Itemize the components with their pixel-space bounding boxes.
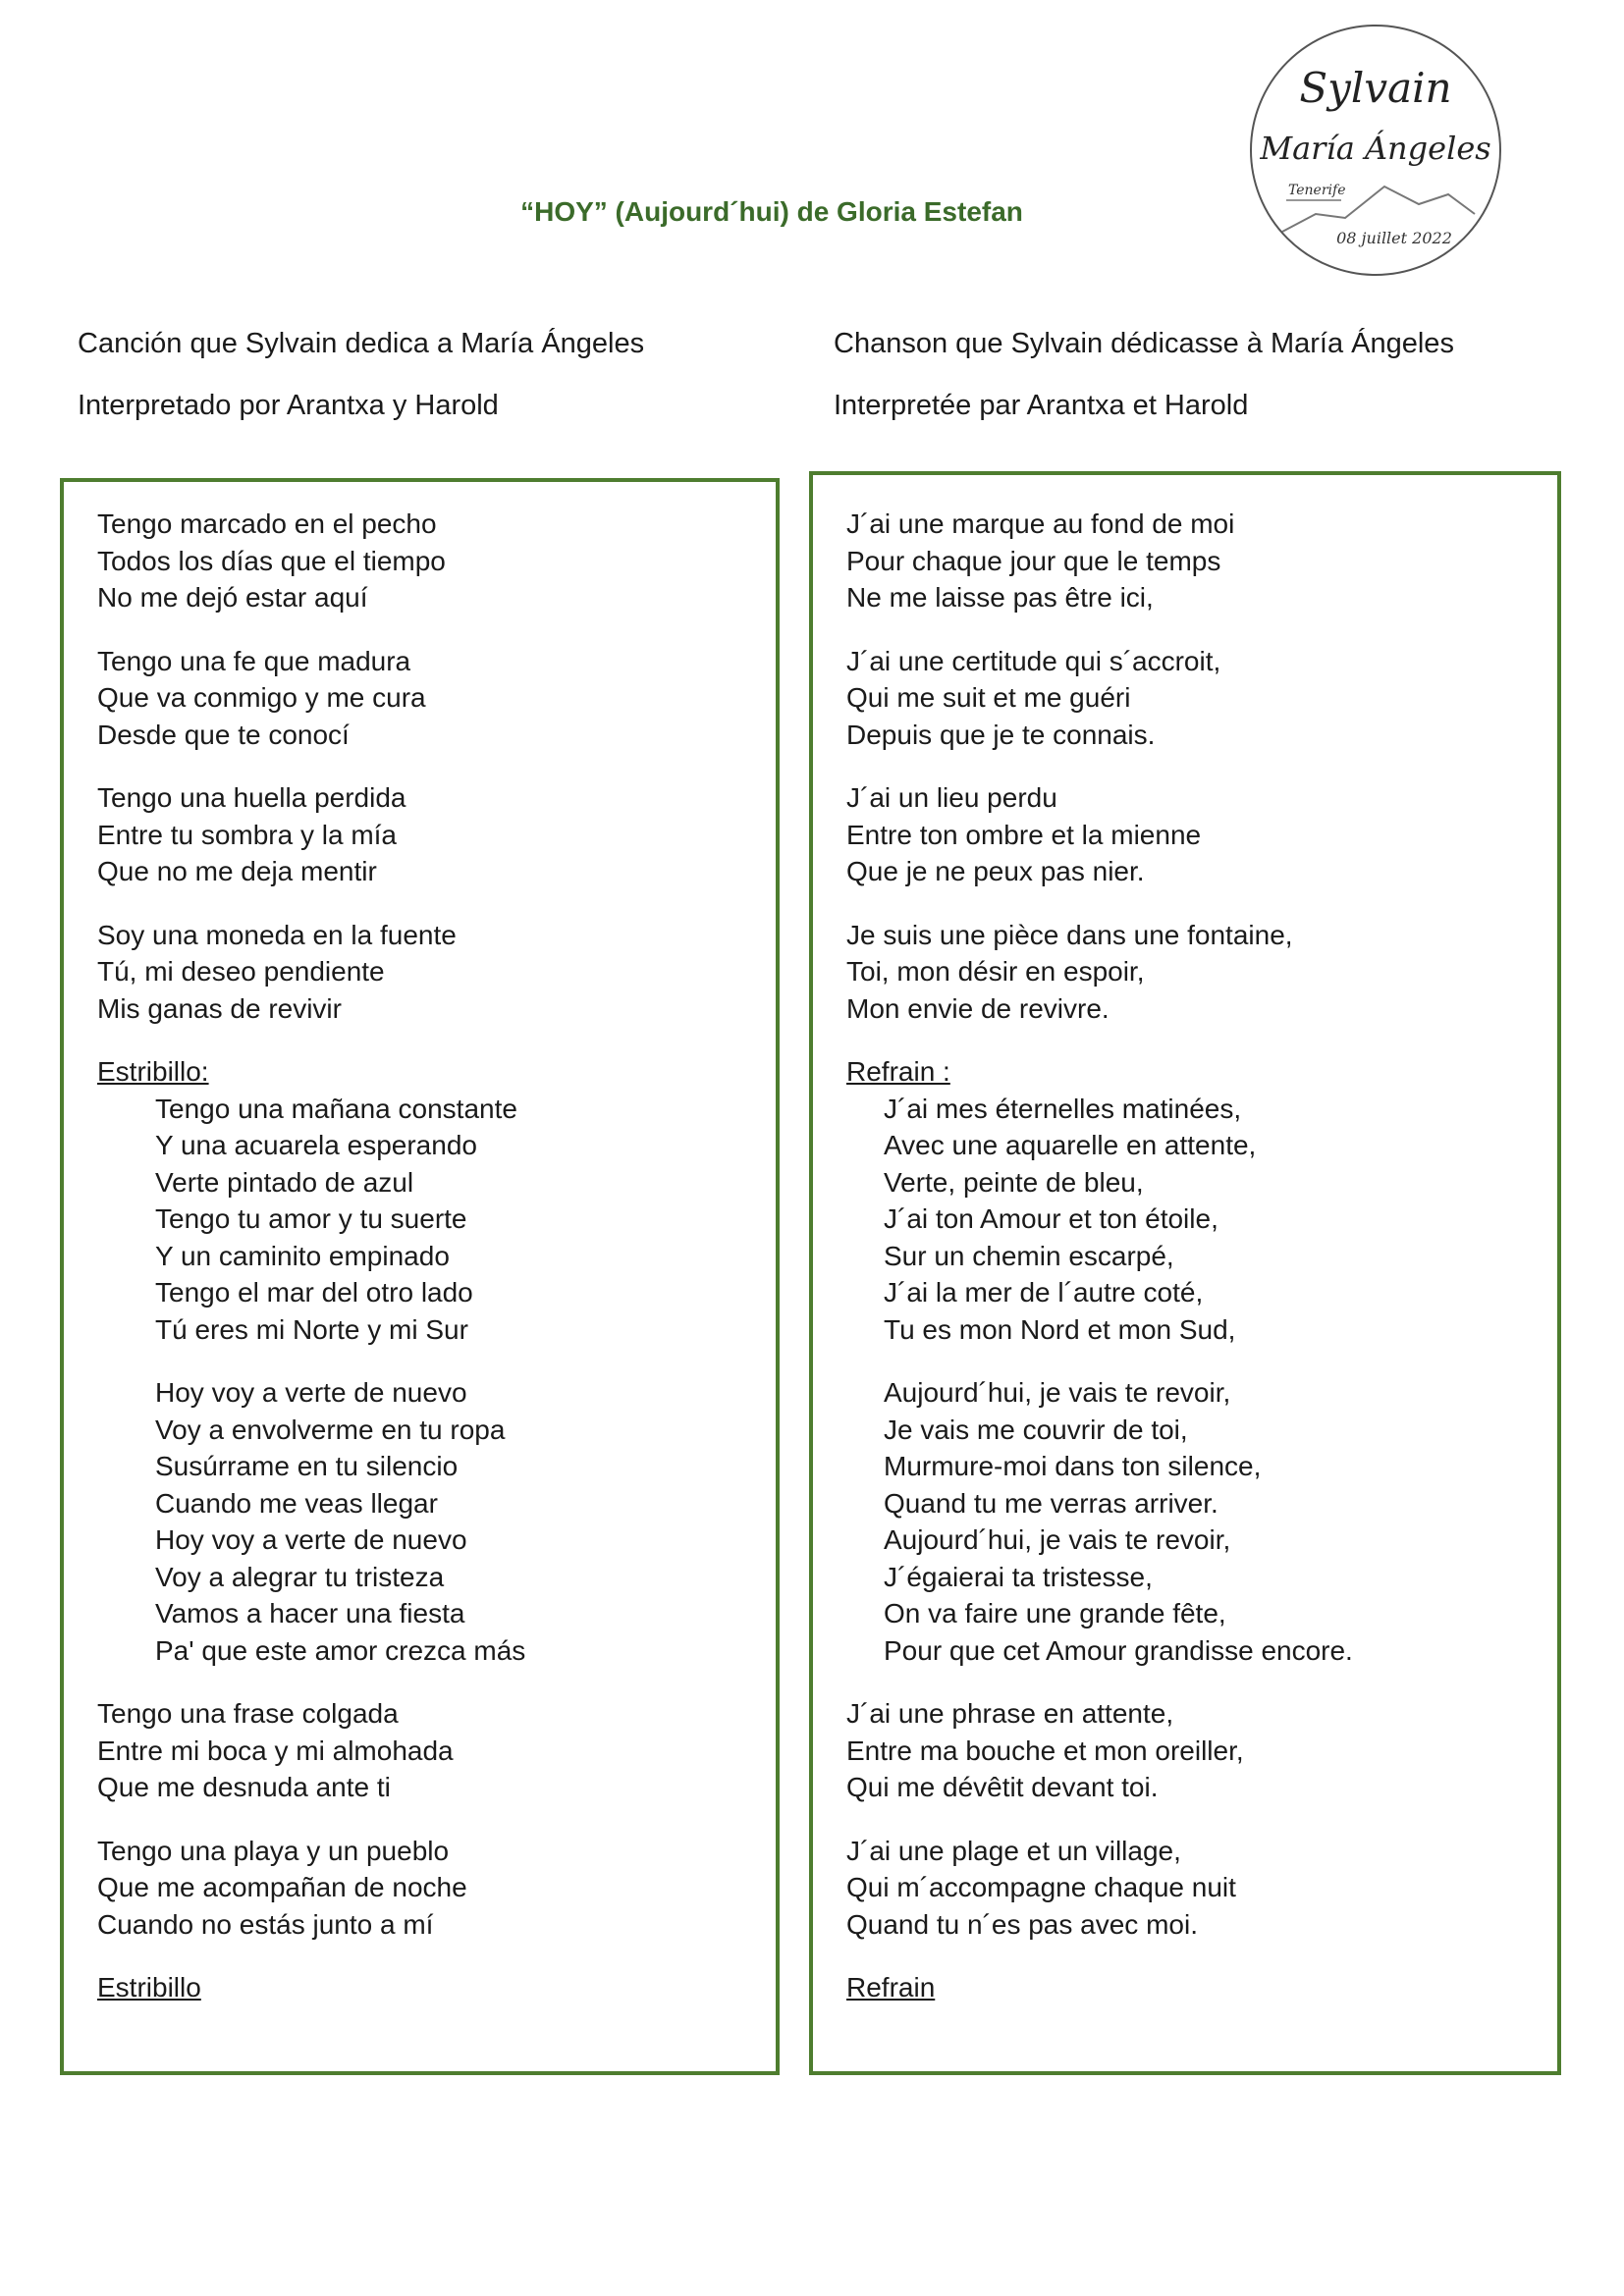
lyric-line: Tengo marcado en el pecho [97, 508, 437, 539]
lyric-line: Que no me deja mentir [97, 856, 377, 886]
lyric-line: Y una acuarela esperando [155, 1130, 477, 1160]
lyric-line: Je suis une pièce dans une fontaine, [846, 919, 1293, 950]
lyric-line: Hoy voy a verte de nuevo [155, 1377, 467, 1408]
lyric-line: Que me desnuda ante ti [97, 1772, 391, 1802]
lyric-line: J´ai mes éternelles matinées, [884, 1093, 1242, 1124]
svg-text:María Ángeles: María Ángeles [1260, 130, 1491, 167]
lyric-line: Je vais me couvrir de toi, [884, 1414, 1188, 1445]
lyric-line: Quand tu n´es pas avec moi. [846, 1908, 1198, 1940]
lyric-line: Tú eres mi Norte y mi Sur [155, 1313, 468, 1345]
lyric-line: Murmure-moi dans ton silence, [884, 1451, 1262, 1481]
verse-2 [97, 643, 525, 754]
chorus-label: Estribillo: [97, 1056, 209, 1087]
song-title: “HOY” (Aujourd´hui) de Gloria Estefan [520, 196, 1023, 227]
lyric-line: Entre mi boca y mi almohada [97, 1735, 454, 1766]
lyric-line: Ne me laisse pas être ici, [846, 582, 1154, 613]
verse-4 [846, 917, 1353, 1028]
lyric-line: Mis ganas de revivir [97, 992, 342, 1024]
lyric-line: Sur un chemin escarpé, [884, 1240, 1174, 1271]
verse-5 [846, 1695, 1353, 1806]
lyric-line: Que me acompañan de noche [97, 1872, 467, 1902]
svg-text:Tenerife: Tenerife [1288, 183, 1346, 198]
verse-6 [846, 1833, 1353, 1944]
lyric-line: Tu es mon Nord et mon Sud, [884, 1313, 1236, 1345]
lyric-line: Mon envie de revivre. [846, 992, 1110, 1024]
verse-1 [97, 506, 525, 616]
chorus-part-1 [846, 1053, 1353, 1348]
spanish-lyrics [97, 506, 525, 2033]
lyric-line: Soy una moneda en la fuente [97, 919, 457, 950]
lyric-line: Tengo una playa y un pueblo [97, 1835, 450, 1866]
lyric-line: Tengo una fe que madura [97, 645, 411, 676]
lyric-line: J´ai une marque au fond de moi [846, 508, 1235, 539]
lyric-line: J´ai ton Amour et ton étoile, [884, 1203, 1218, 1234]
chorus-repeat-label: Estribillo [97, 1972, 201, 2002]
lyric-line: Tengo el mar del otro lado [155, 1277, 473, 1308]
lyric-line: J´ai une plage et un village, [846, 1835, 1181, 1866]
french-lyrics [846, 506, 1353, 2033]
lyric-line: J´ai une phrase en attente, [846, 1698, 1174, 1729]
spanish-lyrics-box [60, 478, 780, 2075]
lyric-line: Pour que cet Amour grandisse encore. [884, 1634, 1353, 1666]
lyric-line: On va faire une grande fête, [884, 1598, 1226, 1629]
lyric-line: Voy a envolverme en tu ropa [155, 1414, 506, 1445]
lyric-line: Verte, peinte de bleu, [884, 1166, 1144, 1198]
performers-es: Interpretado por Arantxa y Harold [78, 390, 499, 421]
lyric-line: Entre tu sombra y la mía [97, 819, 398, 850]
lyric-line: Tengo una mañana constante [155, 1093, 517, 1124]
lyric-line: Tengo una frase colgada [97, 1698, 399, 1729]
lyric-line: J´ai une certitude qui s´accroit, [846, 645, 1221, 676]
lyric-line: Aujourd´hui, je vais te revoir, [884, 1524, 1231, 1555]
verse-1 [846, 506, 1353, 616]
lyric-line: Qui me dévêtit devant toi. [846, 1772, 1159, 1802]
lyric-line: Pour chaque jour que le temps [846, 545, 1221, 576]
lyric-line: Hoy voy a verte de nuevo [155, 1524, 467, 1555]
lyric-line: Voy a alegrar tu tristeza [155, 1561, 445, 1592]
lyric-line: Todos los días que el tiempo [97, 545, 446, 576]
lyric-line: Qui me suit et me guéri [846, 682, 1131, 713]
lyric-line: Verte pintado de azul [155, 1166, 414, 1198]
verse-3 [846, 779, 1353, 890]
verse-2 [846, 643, 1353, 754]
svg-text:Sylvain: Sylvain [1299, 64, 1452, 112]
lyric-line: Vamos a hacer una fiesta [155, 1598, 465, 1629]
lyric-line: Entre ma bouche et mon oreiller, [846, 1735, 1244, 1766]
lyric-line: Tengo una huella perdida [97, 782, 406, 813]
verse-3 [97, 779, 525, 890]
lyric-line: Aujourd´hui, je vais te revoir, [884, 1377, 1231, 1408]
dedication-es: Canción que Sylvain dedica a María Ángeles [78, 328, 645, 359]
lyric-line: Desde que te conocí [97, 719, 350, 750]
lyric-line: Susúrrame en tu silencio [155, 1451, 459, 1481]
lyric-line: Cuando me veas llegar [155, 1487, 438, 1519]
lyric-line: Pa' que este amor crezca más [155, 1634, 526, 1666]
verse-6 [97, 1833, 525, 1944]
lyric-line: No me dejó estar aquí [97, 582, 368, 613]
chorus-part-2 [97, 1374, 525, 1669]
lyric-line: Tú, mi deseo pendiente [97, 956, 385, 987]
lyric-line: Avec une aquarelle en attente, [884, 1130, 1257, 1160]
chorus-reference [846, 1969, 1353, 2006]
lyric-line: J´ai la mer de l´autre coté, [884, 1277, 1204, 1308]
chorus-part-1 [97, 1053, 525, 1348]
verse-5 [97, 1695, 525, 1806]
lyric-line: J´égaierai ta tristesse, [884, 1561, 1153, 1592]
performers-fr: Interpretée par Arantxa et Harold [834, 390, 1249, 421]
logo-seal [1247, 22, 1504, 279]
lyric-line: Que va conmigo y me cura [97, 682, 426, 713]
lyric-line: Qui m´accompagne chaque nuit [846, 1872, 1236, 1902]
lyric-line: Quand tu me verras arriver. [884, 1487, 1218, 1519]
verse-4 [97, 917, 525, 1028]
svg-text:08 juillet 2022: 08 juillet 2022 [1336, 229, 1452, 247]
french-lyrics-box [809, 471, 1561, 2075]
chorus-repeat-label: Refrain [846, 1972, 936, 2002]
lyric-line: Que je ne peux pas nier. [846, 856, 1145, 886]
lyric-line: Y un caminito empinado [155, 1240, 450, 1271]
chorus-label: Refrain : [846, 1056, 950, 1087]
chorus-reference [97, 1969, 525, 2006]
dedication-fr: Chanson que Sylvain dédicasse à María Ángeles [834, 328, 1454, 359]
lyric-line: Depuis que je te connais. [846, 719, 1156, 750]
lyric-line: Cuando no estás junto a mí [97, 1908, 434, 1940]
lyric-line: Entre ton ombre et la mienne [846, 819, 1202, 850]
lyric-line: J´ai un lieu perdu [846, 782, 1057, 813]
lyric-line: Tengo tu amor y tu suerte [155, 1203, 467, 1234]
chorus-part-2 [846, 1374, 1353, 1669]
lyric-line: Toi, mon désir en espoir, [846, 956, 1145, 987]
